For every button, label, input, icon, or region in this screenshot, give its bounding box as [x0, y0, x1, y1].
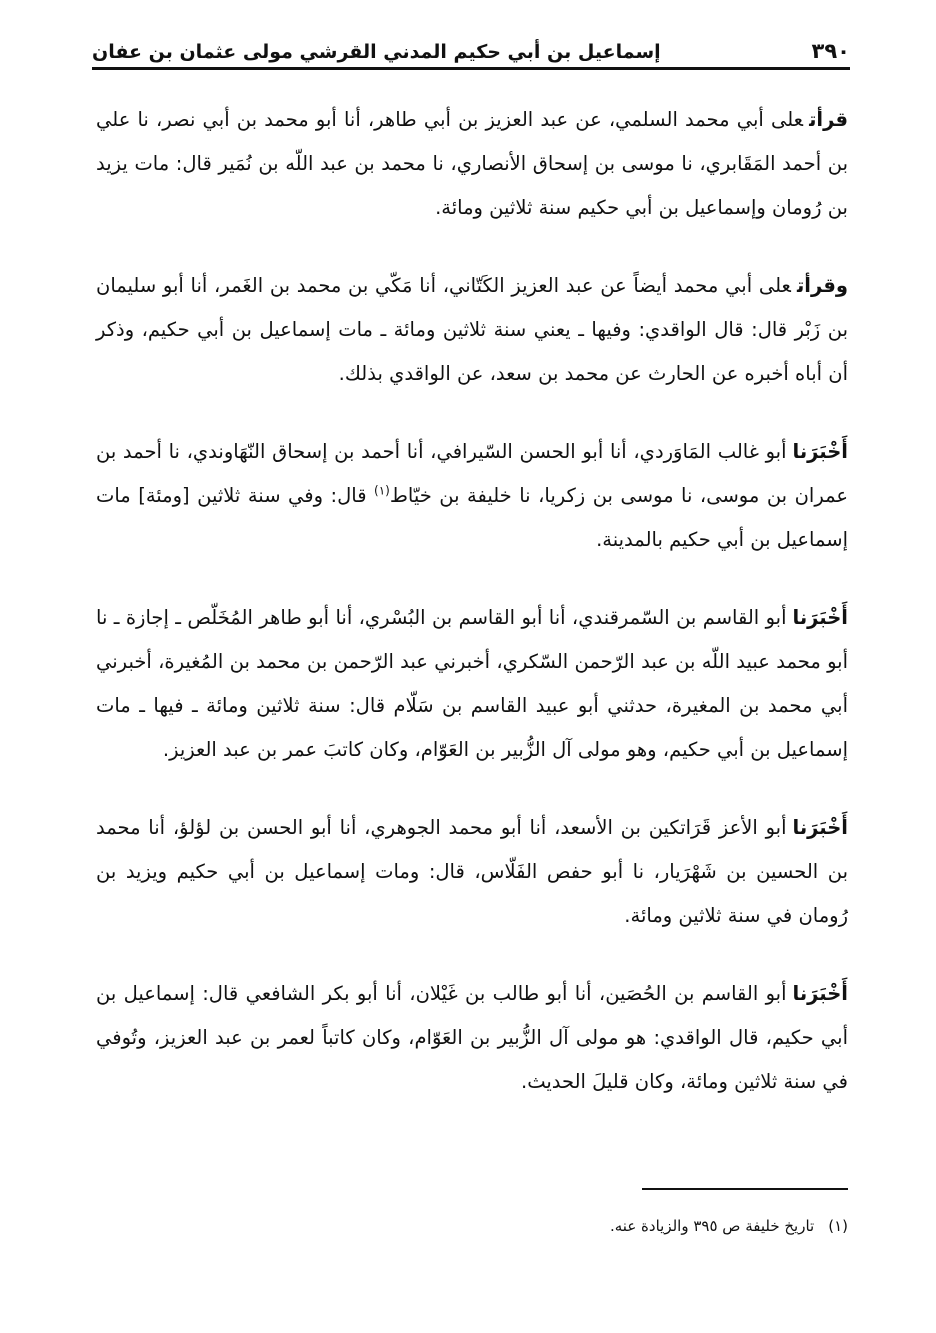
- paragraph-text-continued: قال: وفي سنة ثلاثين [ومئة] مات إسماعيل بن أبي حكيم بالمدينة.: [96, 484, 848, 551]
- paragraph-lead-word: أَخْبَرَنا: [792, 440, 848, 463]
- running-title: إسماعيل بن أبي حكيم المدني القرشي مولى عثمان بن عفان: [92, 41, 661, 63]
- paragraph-4: [96, 596, 848, 772]
- paragraph-1: [96, 98, 848, 230]
- footnote-text: تاريخ خليفة ص ٣٩٥ والزيادة عنه.: [609, 1217, 815, 1235]
- paragraph-text: أبو القاسم بن السّمرقندي، أنا أبو القاسم بن البُسْري، أنا أبو طاهر المُخَلّص ـ إجازة ـ نا أبو محمد عبيد اللّه بن عبد الرّحمن السّكري، أخبرني عبد الرّحمن بن محمد بن المُغيرة، أخبرني أبي محمد بن المغيرة، حدثني أبو عبيد القاسم بن سَلّام قال: سنة ثلاثين ومائة ـ فيها ـ مات إسماعيل بن أبي حكيم، وهو مولى آل الزُّبير بن العَوّام، وكان كاتبَ عمر بن عبد العزيز.: [96, 606, 848, 761]
- paragraph-3: [96, 430, 848, 562]
- main-text: [96, 98, 848, 1138]
- paragraph-2: [96, 264, 848, 396]
- paragraph-lead-word: وقرأت: [796, 274, 848, 297]
- paragraph-lead-word: أَخْبَرَنا: [792, 606, 848, 629]
- footnote-mark: (١): [828, 1217, 848, 1235]
- paragraph-lead-word: قرأت: [809, 108, 848, 131]
- page-header: [92, 30, 850, 70]
- page-number: ٣٩٠: [811, 39, 850, 63]
- footnote-reference[interactable]: (١): [374, 483, 390, 498]
- paragraph-text: أبو غالب المَاوَردي، أنا أبو الحسن السّيرافي، أنا أحمد بن إسحاق النّهَاوندي، نا أحمد بن عمران بن موسى، نا موسى بن زكريا، نا خليفة بن خيّاط: [96, 440, 848, 507]
- paragraph-lead-word: أَخْبَرَنا: [792, 816, 848, 839]
- paragraph-5: [96, 806, 848, 938]
- footnote-1: [96, 1214, 848, 1238]
- paragraph-lead-word: أَخْبَرَنا: [792, 982, 848, 1005]
- paragraph-text: على أبي محمد أيضاً عن عبد العزيز الكَتّاني، أنا مَكّي بن محمد بن الغَمر، أنا أبو سليمان بن زَبْر قال: قال الواقدي: وفيها ـ يعني سنة ثلاثين ومائة ـ مات إسماعيل بن أبي حكيم، وذكر أن أباه أخبره عن الحارث عن محمد بن سعد، عن الواقدي بذلك.: [96, 274, 848, 385]
- paragraph-text: أبو الأعز قَرَاتكين بن الأسعد، أنا أبو محمد الجوهري، أنا أبو الحسن بن لؤلؤ، أنا محمد بن الحسين بن شَهْرَيار، نا أبو حفص الفَلّاس، قال: ومات إسماعيل بن أبي حكيم ويزيد بن رُومان في سنة ثلاثين ومائة.: [96, 816, 848, 927]
- footnote-divider: [642, 1188, 848, 1190]
- paragraph-text: أبو القاسم بن الحُصَين، أنا أبو طالب بن غَيْلان، أنا أبو بكر الشافعي قال: إسماعيل بن أبي حكيم، قال الواقدي: هو مولى آل الزُّبير بن العَوّام، وكان كاتباً لعمر بن عبد العزيز، وتُوفي في سنة ثلاثين ومائة، وكان قليلَ الحديث.: [96, 982, 848, 1093]
- paragraph-text: على أبي محمد السلمي، عن عبد العزيز بن أبي طاهر، أنا أبو محمد بن أبي نصر، نا علي بن أحمد المَقَابري، نا موسى بن إسحاق الأنصاري، نا محمد بن عبد اللّه بن نُمَير قال: مات يزيد بن رُومان وإسماعيل بن أبي حكيم سنة ثلاثين ومائة.: [96, 108, 848, 219]
- paragraph-6: [96, 972, 848, 1104]
